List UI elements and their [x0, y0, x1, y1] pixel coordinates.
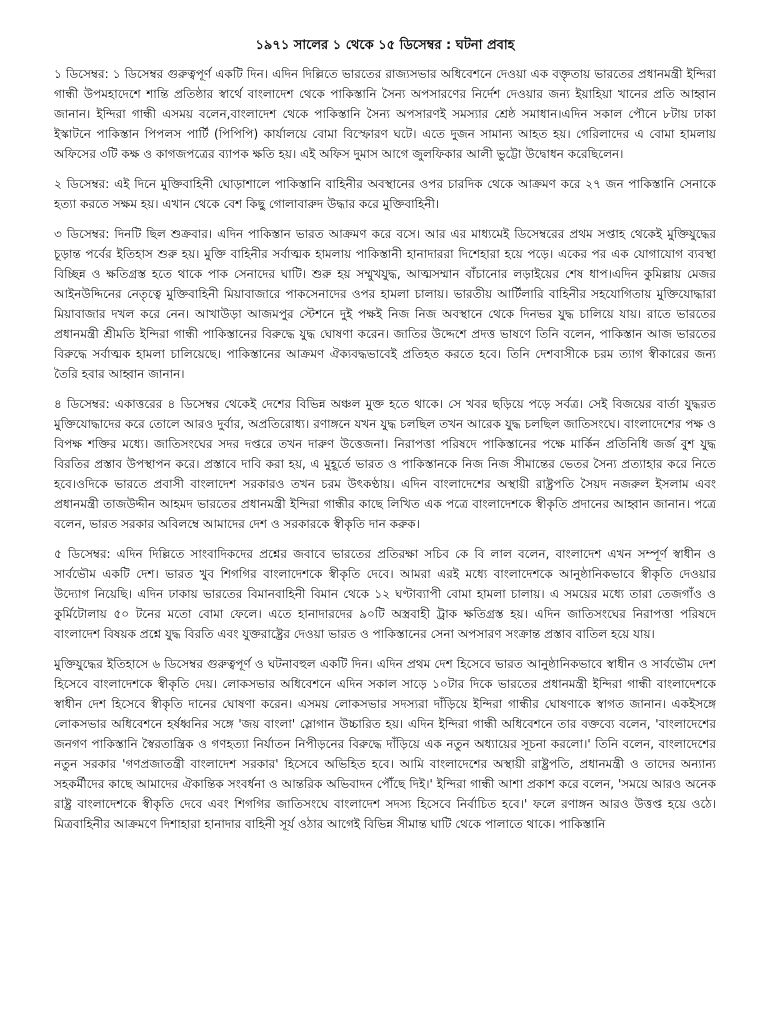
paragraph-dec-1: ১ ডিসেম্বর: ১ ডিসেম্বর গুরুত্বপূর্ণ একটি দিন। এদিন দিল্লিতে ভারতের রাজ্যসভার অধিবেশনে দেওয়া এক বক্তৃতায় ভারতের প্রধানমন্ত্রী ইন্দিরা গান্ধী উপমহাদেশে শান্তি প্রতিষ্ঠার স্বার্থে বাংলাদেশ থেকে পাকিস্তানি সৈন্য অপসারণের নির্দেশ দেওয়ার জন্য ইয়াহিয়া খানের প্রতি আহ্বান জানান। ইন্দিরা গান্ধী এসময় বলেন,বাংলাদেশ থেকে পাকিস্তানি সৈন্য অপসারণই সমস্যার শ্রেষ্ঠ সমাধান।এদিন সকাল পৌনে ৮টায় ঢাকা ইস্কাটনে পাকিস্তান পিপলস পার্টি (পিপিপি) কার্যালয়ে বোমা বিস্ফোরণ ঘটে। এতে দুজন সামান্য আহত হয়। গেরিলাদের এ বোমা হামলায় অফিসের ৩টি কক্ষ ও কাগজপত্রের ব্যাপক ক্ষতি হয়। এই অফিস দুমাস আগে জুলফিকার আলী ভুট্টো উদ্বোধন করেছিলেন।	[54, 67, 716, 161]
paragraph-dec-4: ৪ ডিসেম্বর: একাত্তরের ৪ ডিসেম্বর থেকেই দেশের বিভিন্ন অঞ্চল মুক্ত হতে থাকে। সে খবর ছড়িয়ে পড়ে সর্বত্র। সেই বিজয়ের বার্তা যুদ্ধরত মুক্তিযোদ্ধাদের করে তোলে আরও দুর্বার, অপ্রতিরোধ্য। রণাঙ্গনে যখন যুদ্ধ চলছিল তখন আরেক যুদ্ধ চলছিল জাতিসংঘে। বাংলাদেশের পক্ষ ও বিপক্ষ শক্তির মধ্যে। জাতিসংঘের সদর দপ্তরে তখন দারুণ উত্তেজনা। নিরাপত্তা পরিষদে পাকিস্তানের পক্ষে মার্কিন প্রতিনিধি জর্জ বুশ যুদ্ধ বিরতির প্রস্তাব উপস্থাপন করে। প্রস্তাবে দাবি করা হয়, এ মুহূর্তে ভারত ও পাকিস্তানকে নিজ নিজ সীমান্তের ভেতর সৈন্য প্রত্যাহার করে নিতে হবে।ওদিকে ভারতে প্রবাসী বাংলাদেশ সরকারও তখন চরম উৎকণ্ঠায়। এদিন বাংলাদেশের অস্থায়ী রাষ্ট্রপতি সৈয়দ নজরুল ইসলাম এবং প্রধানমন্ত্রী তাজউদ্দীন আহমদ ভারতের প্রধানমন্ত্রী ইন্দিরা গান্ধীর কাছে লিখিত এক পত্রে বাংলাদেশকে স্বীকৃতি প্রদানের আহ্বান জানান। পত্রে বলেন, ভারত সরকার অবিলম্বে আমাদের দেশ ও সরকারকে স্বীকৃতি দান করুক।	[54, 397, 716, 531]
paragraph-dec-3: ৩ ডিসেম্বর: দিনটি ছিল শুক্রবার। এদিন পাকিস্তান ভারত আক্রমণ করে বসে। আর এর মাধ্যমেই ডিসেম্বরের প্রথম সপ্তাহ থেকেই মুক্তিযুদ্ধের চূড়ান্ত পর্বের ইতিহাস শুরু হয়। মুক্তি বাহিনীর সর্বাত্মক হামলায় পাকিস্তানী হানাদাররা দিশেহারা হয়ে পড়ে। একের পর এক যোগাযোগ ব্যবস্থা বিচ্ছিন্ন ও ক্ষতিগ্রস্ত হতে থাকে পাক সেনাদের ঘাটি। শুরু হয় সম্মুখযুদ্ধ, আত্মসম্মান বাঁচানোর লড়াইয়ের শেষ ধাপ।এদিন কুমিল্লায় মেজর আইনউদ্দিনের নেতৃত্বে মুক্তিবাহিনী মিয়াবাজারে পাকসেনাদের ওপর হামলা চালায়। ভারতীয় আর্টিলারি বাহিনীর সহযোগিতায় মুক্তিযোদ্ধারা মিয়াবাজার দখল করে নেন। আখাউড়া আজমপুর স্টেশনে দুই পক্ষই নিজ নিজ অবস্থানে থেকে দিনভর যুদ্ধ চালিয়ে যায়। রাতে ভারতের প্রধানমন্ত্রী শ্রীমতি ইন্দিরা গান্ধী পাকিস্তানের বিরুদ্ধে যুদ্ধ ঘোষণা করেন। জাতির উদ্দেশে প্রদত্ত ভাষণে তিনি বলেন, পাকিস্তান আজ ভারতের বিরুদ্ধে সর্বাত্মক হামলা চালিয়েছে। পাকিস্তানের আক্রমণ ঐক্যবদ্ধভাবেই প্রতিহত করতে হবে। তিনি দেশবাসীকে চরম ত্যাগ স্বীকারের জন্য তৈরি হবার আহ্বান জানান।	[54, 227, 716, 381]
document-title: ১৯৭১ সালের ১ থেকে ১৫ ডিসেম্বর : ঘটনা প্রবাহ	[255, 38, 515, 53]
paragraph-dec-5: ৫ ডিসেম্বর: এদিন দিল্লিতে সাংবাদিকদের প্রশ্নের জবাবে ভারতের প্রতিরক্ষা সচিব কে বি লাল বলেন, বাংলাদেশ এখন সম্পূর্ণ স্বাধীন ও সার্বভৌম একটি দেশ। ভারত খুব শিগগির বাংলাদেশকে স্বীকৃতি দেবে। আমরা এরই মধ্যে বাংলাদেশকে আনুষ্ঠানিকভাবে স্বীকৃতি দেওয়ার উদ্যোগ নিয়েছি। এদিন ঢাকায় ভারতের বিমানবাহিনী বিমান থেকে ১২ ঘণ্টাব্যাপী বোমা হামলা চালায়। এ সময়ের মধ্যে তারা তেজগাঁও ও কুর্মিটোলায় ৫০ টনের মতো বোমা ফেলে। এতে হানাদারদের ৯০টি অস্ত্রবাহী ট্রাক ক্ষতিগ্রস্ত হয়। এদিন জাতিসংঘের নিরাপত্তা পরিষদে বাংলাদেশ বিষয়ক প্রশ্নে যুদ্ধ বিরতি এবং যুক্তরাষ্ট্রের দেওয়া ভারত ও পাকিস্তানের সেনা অপসারণ সংক্রান্ত প্রস্তাব বাতিল হয়ে যায়।	[54, 547, 716, 641]
paragraph-dec-6: মুক্তিযুদ্ধের ইতিহাসে ৬ ডিসেম্বর গুরুত্বপূর্ণ ও ঘটনাবহুল একটি দিন। এদিন প্রথম দেশ হিসেবে ভারত আনুষ্ঠানিকভাবে স্বাধীন ও সার্বভৌম দেশ হিসেবে বাংলাদেশকে স্বীকৃতি দেয়। লোকসভার অধিবেশনে এদিন সকাল সাড়ে ১০টার দিকে ভারতের প্রধানমন্ত্রী ইন্দিরা গান্ধী বাংলাদেশকে স্বাধীন দেশ হিসেবে স্বীকৃতি দানের ঘোষণা করেন। এসময় লোকসভার সদস্যরা দাঁড়িয়ে ইন্দিরা গান্ধীর ঘোষণাকে স্বাগত জানান। একইসঙ্গে লোকসভার অধিবেশনে হর্ষধ্বনির সঙ্গে 'জয় বাংলা' স্লোগান উচ্চারিত হয়। এদিন ইন্দিরা গান্ধী অধিবেশনে তার বক্তব্যে বলেন, 'বাংলাদেশের জনগণ পাকিস্তানি স্বৈরতান্ত্রিক ও গণহত্যা নির্যাতন নিপীড়নের বিরুদ্ধে দাঁড়িয়ে এক নতুন অধ্যায়ের সূচনা করলো।' তিনি বলেন, বাংলাদেশের নতুন সরকার 'গণপ্রজাতন্ত্রী বাংলাদেশ সরকার' হিসেবে অভিহিত হবে। আমি বাংলাদেশের অস্থায়ী রাষ্ট্রপতি, প্রধানমন্ত্রী ও তাদের অন্যান্য সহকর্মীদের কাছে আমাদের ঐকান্তিক সংবর্ধনা ও আন্তরিক অভিবাদন পৌঁছে দিই।' ইন্দিরা গান্ধী আশা প্রকাশ করে বলেন, 'সময়ে আরও অনেক রাষ্ট্র বাংলাদেশকে স্বীকৃতি দেবে এবং শিগগির জাতিসংঘে বাংলাদেশ সদস্য হিসেবে নির্বাচিত হবে।' ফলে রণাঙ্গন আরও উত্তপ্ত হয়ে ওঠে। মিত্রবাহিনীর আক্রমণে দিশাহারা হানাদার বাহিনী সূর্য ওঠার আগেই বিভিন্ন সীমান্ত ঘাটি থেকে পালাতে থাকে। পাকিস্তানি	[54, 657, 716, 831]
paragraph-dec-2: ২ ডিসেম্বর: এই দিনে মুক্তিবাহিনী ঘোড়াশালে পাকিস্তানি বাহিনীর অবস্থানের ওপর চারদিক থেকে আক্রমণ করে ২৭ জন পাকিস্তানি সেনাকে হত্যা করতে সক্ষম হয়। এখান থেকে বেশ কিছু গোলাবারুদ উদ্ধার করে মুক্তিবাহিনী।	[54, 177, 716, 211]
document-page	[54, 36, 716, 1016]
